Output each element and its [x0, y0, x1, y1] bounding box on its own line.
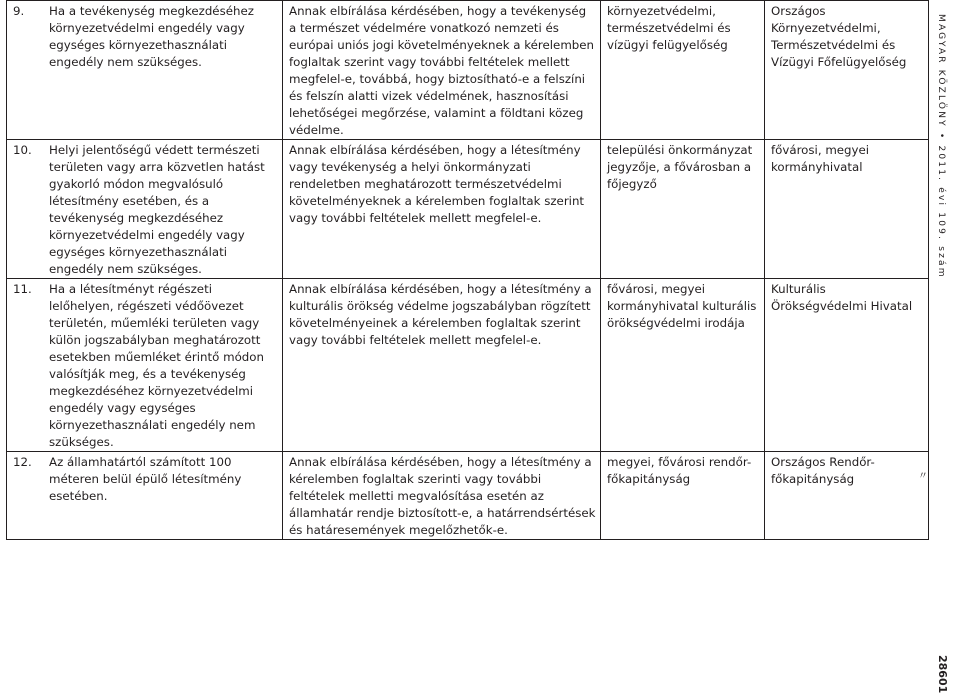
second-instance-cell [765, 1, 929, 140]
authority-table [6, 0, 929, 540]
activity-text: Ha a létesítményt régészeti lelőhelyen, régészeti védőövezet területén, műemléki területen vagy külön jogszabályban meghatározott esetekben műemléket érintő módon valósítják meg, és a tevékenység megkezdéséhez környezetvédelmi engedély vagy egységes környezethasználati engedély nem szükséges. [49, 282, 264, 449]
second-instance-text: Kulturális Örökségvédelmi Hivatal [771, 282, 913, 313]
activity-text: Az államhatártól számított 100 méteren belül épülő létesítmény esetében. [49, 455, 242, 503]
condition-cell [283, 279, 601, 452]
condition-cell [283, 140, 601, 279]
first-instance-text: megyei, fővárosi rendőr-főkapitányság [607, 455, 752, 486]
second-instance-cell [765, 279, 929, 452]
second-instance-text: Országos Rendőr-főkapitányság [771, 455, 875, 486]
table-row [7, 140, 929, 279]
activity-text: Ha a tevékenység megkezdéséhez környezetvédelmi engedély vagy egységes környezethasználati engedély nem szükséges. [49, 4, 254, 69]
activity-cell [7, 1, 283, 140]
second-instance-text: Országos Környezetvédelmi, Természetvédelmi és Vízügyi Főfelügyelőség [771, 4, 907, 69]
regulation-table [6, 0, 928, 537]
condition-text: Annak elbírálása kérdésében, hogy a létesítmény vagy tevékenység a helyi önkormányzati rendeletben meghatározott természetvédelmi követelményeknek a kérelemben foglaltak szerint vagy további feltételek mellett megfelel-e. [289, 143, 585, 225]
second-instance-cell [765, 452, 929, 540]
first-instance-cell [601, 279, 765, 452]
second-instance-text: fővárosi, megyei kormányhivatal [771, 143, 870, 174]
activity-cell [7, 452, 283, 540]
row-number: 12. [13, 455, 32, 469]
first-instance-cell [601, 1, 765, 140]
first-instance-text: települési önkormányzat jegyzője, a fővárosban a főjegyző [607, 143, 753, 191]
activity-cell [7, 140, 283, 279]
row-number: 10. [13, 143, 32, 157]
first-instance-cell [601, 140, 765, 279]
condition-text: Annak elbírálása kérdésében, hogy a létesítmény a kérelemben foglaltak szerinti vagy további feltételek melletti megvalósítása esetén az államhatár rendje biztosított-e, a határrendsértések és határesemények megelőzhetők-e. [289, 455, 596, 537]
condition-text: Annak elbírálása kérdésében, hogy a létesítmény a kulturális örökség védelme jogszabályban rögzített követelményeinek a kérelemben foglaltak szerint vagy további feltételek mellett megfelel-e. [289, 282, 592, 347]
activity-cell [7, 279, 283, 452]
table-row [7, 1, 929, 140]
table-row [7, 279, 929, 452]
row-number: 11. [13, 282, 32, 296]
first-instance-cell [601, 452, 765, 540]
row-number: 9. [13, 4, 25, 18]
condition-cell [283, 1, 601, 140]
second-instance-cell [765, 140, 929, 279]
first-instance-text: fővárosi, megyei kormányhivatal kulturális örökségvédelmi irodája [607, 282, 757, 330]
running-header: MAGYAR KÖZLÖNY • 2011. évi 109. szám [936, 14, 946, 279]
condition-cell [283, 452, 601, 540]
page-number: 28601 [936, 655, 949, 693]
first-instance-text: környezetvédelmi, természetvédelmi és vízügyi felügyelőség [607, 4, 731, 52]
stray-mark: 〃 [918, 471, 928, 482]
table-row [7, 452, 929, 540]
condition-text: Annak elbírálása kérdésében, hogy a tevékenység a természet védelmére vonatkozó nemzeti és európai uniós jogi követelményeknek a kérelemben foglaltak szerint vagy további feltételek mellett megfelel-e, továbbá, hogy biztosítható-e a felszíni és felszín alatti vizek védelmének, hasznosítási lehetőségei megőrzése, valamint a földtani közeg védelme. [289, 4, 595, 137]
activity-text: Helyi jelentőségű védett természeti területen vagy arra közvetlen hatást gyakorló módon megvalósuló létesítmény esetében, és a tevékenység megkezdéséhez környezetvédelmi engedély vagy egységes környezethasználati engedély nem szükséges. [49, 143, 265, 276]
